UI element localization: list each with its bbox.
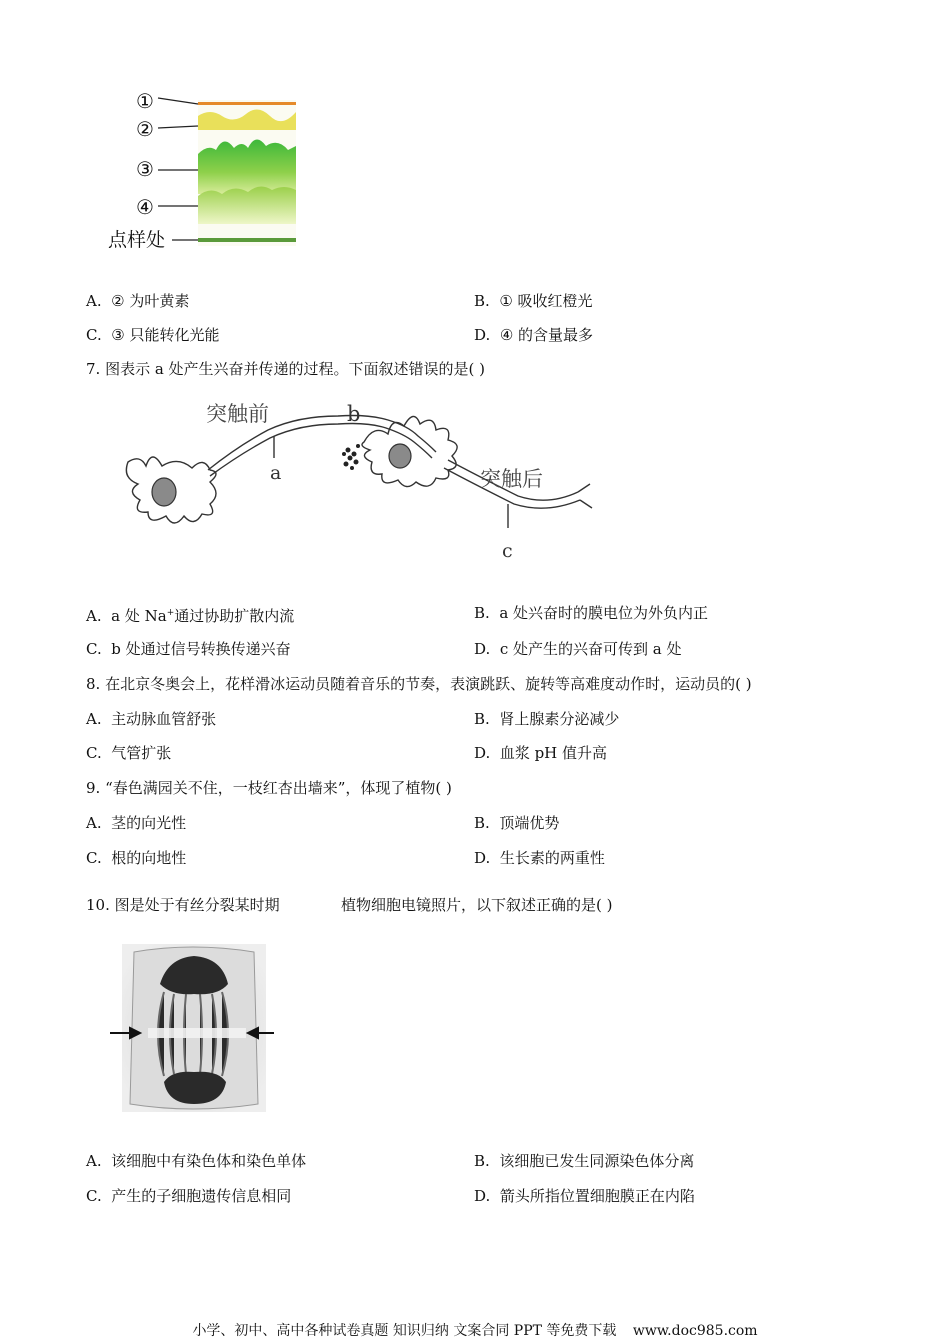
footer-link[interactable]: www.doc985.com xyxy=(632,1323,758,1339)
neuron-post-label: 突触后 xyxy=(480,467,543,491)
q10-stem-part2: 植物细胞电镜照片，以下叙述正确的是( ) xyxy=(341,896,613,914)
q10-option-c: C. 产生的子细胞遗传信息相同 xyxy=(86,1187,292,1205)
q10-option-d: D. 箭头所指位置细胞膜正在内陷 xyxy=(474,1187,695,1205)
q10-stem-part1: 10. 图是处于有丝分裂某时期 xyxy=(86,896,280,914)
q8-option-c: C. 气管扩张 xyxy=(86,744,172,762)
fig6-label-4: ④ xyxy=(136,195,154,219)
neuron-pre-label: 突触前 xyxy=(206,402,269,426)
fig6-label-1: ① xyxy=(136,89,154,113)
q8-option-d: D. 血浆 pH 值升高 xyxy=(474,744,608,762)
page-footer xyxy=(0,1322,950,1340)
origin-line xyxy=(198,238,296,242)
q9-option-c: C. 根的向地性 xyxy=(86,849,187,867)
q8-option-b: B. 肾上腺素分泌减少 xyxy=(474,710,620,728)
fig6-origin-label: 点样处 xyxy=(108,229,166,251)
band-4 xyxy=(198,186,296,224)
neuron-c-label: c xyxy=(502,540,513,562)
fig6-label-3: ③ xyxy=(136,157,154,181)
q10-option-a: A. 该细胞中有染色体和染色单体 xyxy=(86,1152,307,1170)
q7-option-d: D. c 处产生的兴奋可传到 a 处 xyxy=(474,640,682,658)
q10-option-b: B. 该细胞已发生同源染色体分离 xyxy=(474,1152,695,1170)
q6-option-b: B. ① 吸收红橙光 xyxy=(474,292,593,310)
mitosis-svg xyxy=(108,944,278,1114)
q6-option-c: C. ③ 只能转化光能 xyxy=(86,326,220,344)
left-nucleus xyxy=(152,478,176,506)
q7-option-c: C. b 处通过信号转换传递兴奋 xyxy=(86,640,291,658)
q7-option-b: B. a 处兴奋时的膜电位为外负内正 xyxy=(474,604,709,622)
fig6-label-2: ② xyxy=(136,117,154,141)
cell-plate xyxy=(148,1028,246,1038)
neuron-a-label: a xyxy=(270,462,282,484)
q9-option-d: D. 生长素的两重性 xyxy=(474,849,605,867)
footer-text: 小学、初中、高中各种试卷真题 知识归纳 文案合同 PPT 等免费下载 xyxy=(192,1323,617,1339)
q7-option-a: A. a 处 Na+通过协助扩散内流 xyxy=(86,607,295,625)
mitosis-micrograph xyxy=(108,944,278,1114)
band-1 xyxy=(198,102,296,105)
q8-stem: 8. 在北京冬奥会上，花样滑冰运动员随着音乐的节奏，表演跳跃、旋转等高难度动作时，运动员的( ) xyxy=(86,675,752,693)
q8-option-a: A. 主动脉血管舒张 xyxy=(86,710,217,728)
right-nucleus xyxy=(389,444,411,468)
q6-option-d: D. ④ 的含量最多 xyxy=(474,326,594,344)
q7-stem: 7. 图表示 a 处产生兴奋并传递的过程。下面叙述错误的是( ) xyxy=(86,360,486,378)
q9-option-a: A. 茎的向光性 xyxy=(86,814,187,832)
q6-option-a: A. ② 为叶黄素 xyxy=(86,292,190,310)
neuron-b-label: b xyxy=(347,402,361,426)
synaptic-vesicles xyxy=(342,444,360,470)
q9-option-b: B. 顶端优势 xyxy=(474,814,560,832)
q9-stem: 9. “春色满园关不住，一枝红杏出墙来”，体现了植物( ) xyxy=(86,779,452,797)
